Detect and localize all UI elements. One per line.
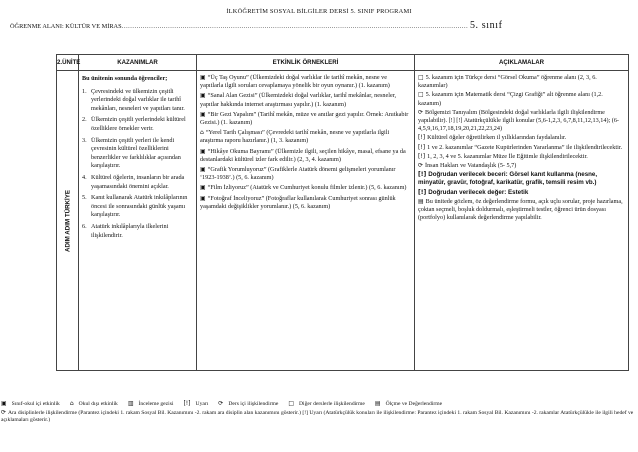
etkinlik-cell bbox=[197, 71, 415, 371]
warning-icon: [!] bbox=[418, 152, 426, 160]
link-icon: ⟳ bbox=[418, 162, 424, 170]
warning-icon: [!] bbox=[418, 188, 427, 196]
dotted-leader: ………………………………………………………………………………………………………………………………………………… bbox=[121, 23, 468, 30]
note-item bbox=[418, 153, 625, 161]
kazanim-text: Atatürk inkılâplarıyla ilkelerini ilişkilendirir. bbox=[91, 222, 169, 239]
legend-entry bbox=[288, 401, 370, 407]
computer-icon: ▣ bbox=[1, 400, 7, 407]
note-text: Bölgemizi Tanıyalım (Bölgesindeki doğal varlıklarla ilgili ilişkilendirme yapılabilir). [!] [!] Atatürkçülükle ilgili konular (5,6-1,2,3, 6,7,8,11,12,13,14); (6- 4,5,9,16,17,18,19,20,21,22,23,24) bbox=[418, 108, 619, 133]
legend-entry bbox=[218, 401, 283, 407]
header-unit: 2.ÜNİTE bbox=[57, 55, 79, 71]
activity-text: “Fotoğraf İnceliyoruz” (Fotoğraflar kullanılarak Cumhuriyet sonrası günlük yaşamdaki değişiklikler yorumlanır.) (5, 6. kazanım) bbox=[200, 194, 396, 210]
activity-item bbox=[200, 111, 411, 127]
computer-icon: ▣ bbox=[200, 194, 206, 202]
kazanim-list bbox=[82, 88, 193, 241]
kazanim-intro: Bu ünitenin sonunda öğrenciler; bbox=[82, 75, 168, 82]
note-text: Doğrudan verilecek beceri: Görsel kanıt kullanma (nesne, minyatür, gravür, fotoğraf, karikatür, grafik, temsili resim vb.) bbox=[418, 171, 598, 187]
computer-icon: ▣ bbox=[200, 92, 206, 100]
legend-label: Sınıf-okul içi etkinlik bbox=[11, 401, 60, 407]
warning-icon: [!] bbox=[418, 143, 426, 151]
note-item bbox=[418, 198, 625, 223]
note-item bbox=[418, 109, 625, 134]
note-item bbox=[418, 162, 625, 170]
legend-label: Diğer derslerle ilişkilendirme bbox=[299, 401, 365, 407]
learning-area-label: ÖĞRENME ALANI: KÜLTÜR VE MİRAS bbox=[10, 23, 122, 30]
list-item bbox=[82, 194, 193, 220]
assessment-icon: ▤ bbox=[374, 400, 381, 407]
note-item bbox=[418, 144, 625, 152]
square-icon: □ bbox=[288, 400, 295, 407]
table-header-row bbox=[57, 55, 629, 71]
activity-text: “Hikâye Okuma Bayramı” (Ülkemizle ilgili, seçilen hikâye, masal, efsane ya da destanlardaki kültürel izler fark edilir.) (2, 3, 4. kazanım) bbox=[200, 147, 406, 163]
activity-item bbox=[200, 166, 411, 182]
grade-mark: 5. sınıf bbox=[469, 20, 503, 31]
legend-label: Uyarı bbox=[195, 401, 209, 407]
unit-name: ADIM ADIM TÜRKİYE bbox=[64, 189, 71, 252]
note-text: 5. kazanım için Matematik dersi “Çizgi Grafiği” alt öğrenme alanı (1,2. kazanım) bbox=[418, 91, 603, 107]
list-item bbox=[82, 116, 193, 133]
note-item bbox=[418, 134, 625, 142]
note-item bbox=[418, 74, 625, 90]
note-text: İnsan Hakları ve Vatandaşlık (5- 5,7) bbox=[425, 162, 517, 170]
activity-text: “Bir Gezi Yapalım” (Tarihî mekân, müze ve anıtlar gezi yapılır. Örnek: Anıtkabir Gezisi.) (1. kazanım) bbox=[200, 110, 409, 127]
activity-text: “Film İzliyoruz” (Atatürk ve Cumhuriyet konulu filmler izlenir.) (5, 6. kazanım) bbox=[207, 184, 407, 192]
list-item bbox=[82, 137, 193, 171]
assessment-icon: ▤ bbox=[418, 197, 424, 205]
kazanim-cell bbox=[79, 71, 197, 371]
legend-label: Ders içi ilişkilendirme bbox=[228, 401, 279, 407]
kazanim-number: 6. bbox=[82, 222, 87, 230]
activity-item bbox=[200, 148, 411, 164]
activity-item bbox=[200, 129, 411, 145]
activity-text: “Sanal Alan Gezisi” (Ülkemizdeki doğal varlıklar, tarihî mekânlar, nesneler, yapıtlar hakkında internet araştırması yapılır.) (1. kazanım) bbox=[200, 92, 397, 108]
activity-item bbox=[200, 184, 411, 192]
legend-label: Okul dışı etkinlik bbox=[78, 401, 118, 407]
warning-icon: [!] bbox=[418, 134, 426, 142]
note-item bbox=[418, 91, 625, 107]
note-text: Bu ünitede gözlem, öz değerlendirme formu, açık uçlu sorular, proje hazırlama, çoktan seçmeli, boşluk doldurmalı, eşleştirmeli testler, öğrenci ürün dosyası (portfolyo) kullanılarak değerlendirme yapılabilir. bbox=[418, 197, 623, 222]
kazanim-text: Ülkemizin çeşitli yerleri ile kendi çevresinin kültürel özelliklerini benzerlikler ve farklılıklar açısından karşılaştırır. bbox=[91, 136, 181, 170]
curriculum-table bbox=[56, 54, 629, 371]
aciklama-cell bbox=[415, 71, 629, 371]
note-text: Doğrudan verilecek değer: Estetik bbox=[428, 188, 529, 196]
activity-item bbox=[200, 195, 411, 211]
list-item bbox=[82, 88, 193, 114]
field-trip-icon: ▥ bbox=[127, 400, 134, 407]
kazanim-number: 1. bbox=[82, 87, 87, 95]
kazanim-number: 3. bbox=[82, 136, 87, 144]
table-row bbox=[57, 71, 629, 371]
square-icon: □ bbox=[418, 74, 424, 81]
kazanim-text: Kültürel öğelerin, insanların bir arada yaşamasındaki önemini açıklar. bbox=[91, 173, 185, 190]
computer-icon: ▣ bbox=[200, 184, 206, 192]
unit-cell bbox=[57, 71, 79, 371]
computer-icon: ▣ bbox=[200, 147, 206, 155]
note-item bbox=[418, 189, 625, 197]
computer-icon: ▣ bbox=[200, 166, 206, 174]
legend-entry bbox=[183, 401, 213, 407]
square-icon: □ bbox=[418, 91, 424, 99]
legend-line-1 bbox=[1, 400, 638, 409]
kazanim-text: Ülkemizin çeşitli yerlerindeki kültürel özelliklere örnekler verir. bbox=[91, 116, 186, 132]
activity-text: “Grafik Yorumluyoruz” (Grafiklerle Atatürk dönemi gelişmeleri yorumlanır ‘1923-1938’.) (5, 6. kazanım) bbox=[200, 166, 396, 182]
activity-text: “Üç Taş Oyunu” (Ülkemizdeki doğal varlıklar ile tarihî mekân, nesne ve yapıtlarla ilgili soruları cevaplamaya yönelik bir oyun oynanır.) (1. kazanım) bbox=[200, 74, 390, 90]
kazanim-number: 5. bbox=[82, 194, 87, 202]
kazanim-text: Kanıt kullanarak Atatürk inkılâplarının öncesi ile sonrasındaki günlük yaşamı karşılaştırır. bbox=[91, 194, 188, 219]
warning-icon: [!] bbox=[183, 400, 191, 407]
link-icon: ⟳ bbox=[1, 408, 7, 416]
legend-entry bbox=[128, 401, 179, 407]
legend-line-2 bbox=[1, 409, 638, 425]
note-text: Kültürel öğeler öğretilirken il yıllıklarından faydalanılır. bbox=[427, 134, 567, 142]
program-title: İLKÖĞRETİM SOSYAL BİLGİLER DERSİ 5. SINIF PROGRAMI bbox=[226, 8, 412, 15]
header-etkinlik: ETKİNLİK ÖRNEKLERİ bbox=[197, 55, 415, 71]
activity-item bbox=[200, 92, 411, 108]
activity-text: “Yerel Tarih Çalışması” (Çevredeki tarihî mekân, nesne ve yapıtlarla ilgili araştırma raporu hazırlanır.) (1, 3. kazanım) bbox=[200, 129, 390, 145]
legend-line-2-text: Ara disiplinlerle ilişkilendirme (Parantez içindeki 1. rakam Sosyal Bil. Kazanımını -2. rakam ara disiplin alan kazanımını gösterir.) [!] Uyarı (Atatürkçülük konuları ile ilişkilendirme: Parantez içindeki 1. rakam Sosyal Bil. Kazanımını -2. rakamlar Atatürkçülükle ile ilgili hedef ve açıklamaları gösterir.) bbox=[1, 409, 634, 424]
note-text: 5. kazanım için Türkçe dersi “Görsel Okuma” öğrenme alanı (2, 3, 6. kazanımlar) bbox=[418, 74, 597, 90]
note-text: 1, 2, 3, 4 ve 5. kazanımlar Müze İle Eğitimle ilişkilendirilecektir. bbox=[427, 152, 588, 160]
header-aciklamalar: AÇIKLAMALAR bbox=[415, 55, 629, 71]
kazanim-text: Çevresindeki ve ülkemizin çeşitli yerlerindeki doğal varlıklar ile tarihî mekânları, nesneleri ve yapıtları tanır. bbox=[91, 87, 185, 112]
legend-entry bbox=[375, 401, 447, 407]
school-icon: ⌂ bbox=[69, 400, 74, 407]
link-icon: ⟳ bbox=[218, 400, 224, 407]
warning-icon: [!] bbox=[418, 171, 427, 179]
note-text: 1 ve 2. kazanımlar “Gazete Kupürlerinden Yararlanma” ile ilişkilendirilecektir. bbox=[427, 143, 623, 151]
link-icon: ⟳ bbox=[418, 108, 424, 116]
learning-area-line bbox=[10, 20, 630, 31]
list-item bbox=[82, 174, 193, 191]
legend-label: Ölçme ve Değerlendirme bbox=[385, 401, 443, 407]
computer-icon: ▣ bbox=[200, 74, 206, 81]
header-kazanimlar: KAZANIMLAR bbox=[79, 55, 197, 71]
legend-entry bbox=[1, 401, 65, 407]
computer-icon: ▣ bbox=[200, 110, 206, 118]
list-item bbox=[82, 223, 193, 240]
legend bbox=[0, 400, 638, 425]
legend-entry bbox=[70, 401, 123, 407]
school-icon: ⌂ bbox=[200, 129, 204, 137]
kazanim-number: 4. bbox=[82, 173, 87, 181]
legend-label: İnceleme gezisi bbox=[138, 401, 174, 407]
note-item bbox=[418, 171, 625, 187]
kazanim-number: 2. bbox=[82, 116, 87, 124]
activity-item bbox=[200, 74, 411, 90]
